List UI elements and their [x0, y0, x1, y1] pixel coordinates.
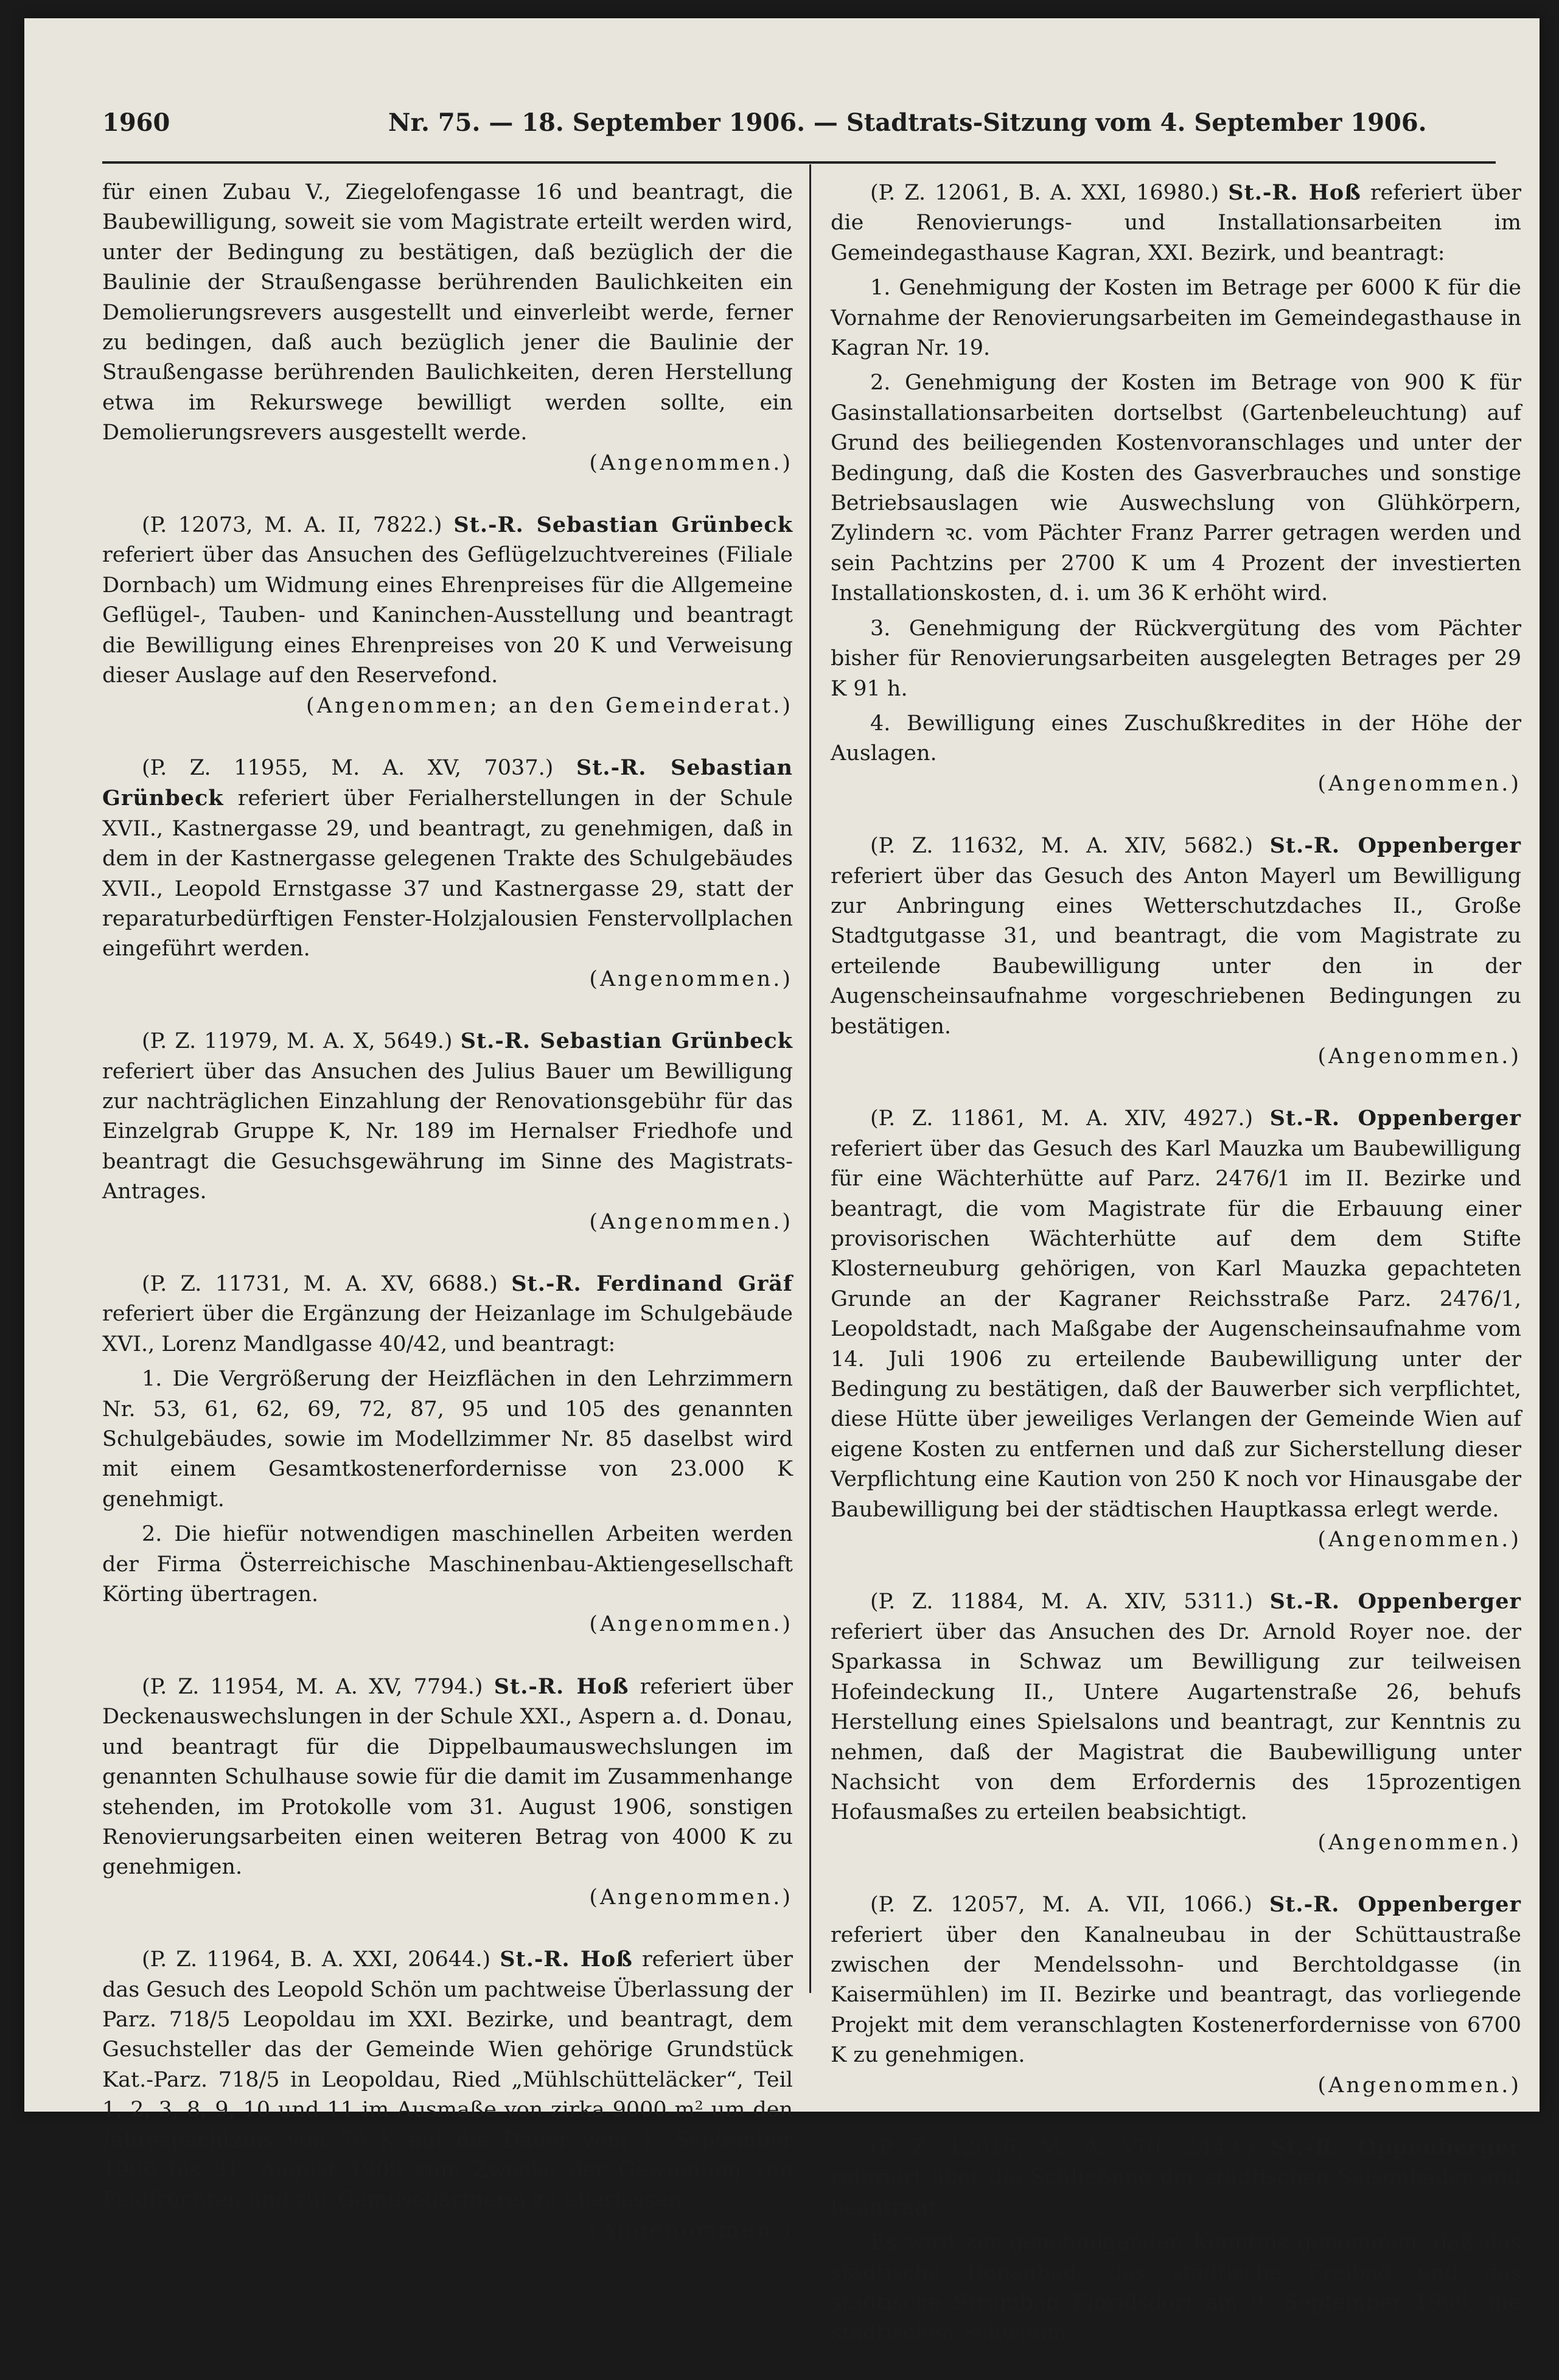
file-reference: (P. Z. 12061, B. A. XXI, 16980.) [870, 181, 1219, 205]
council-entry [102, 178, 793, 478]
page-number: 1960 [102, 108, 170, 137]
entry-paragraph [831, 1103, 1521, 1525]
numbered-item: 1. Genehmigung der Kosten im Betrage per 6000 K für die Vornahme der Renovierungsarbeiten im Gemeindegasthause in Kagran Nr. 19. [831, 276, 1521, 361]
council-entry [102, 1944, 793, 2246]
paragraph-text: referiert über Ferialherstellungen in der Schule XVII., Kastnergasse 29, und beantragt, zu genehmigen, daß in dem in der Kastnergasse gelegenen Trakte des Schulgebäudes XVII., Leopold Ernstgasse 37 und Kastnergasse 29, statt der reparaturbedürftigen Fenster-Holzjalousien Fenstervollplachen eingeführt werden. [102, 786, 793, 961]
council-entry [831, 2132, 1521, 2348]
header-rule [102, 161, 1496, 164]
paragraph-text: referiert über den Kanalneubau in der Schüttaustraße zwischen der Mendelssohn- und Berchtoldgasse (in Kaisermühlen) im II. Bezirke und beantragt, das vorliegende Projekt mit dem veranschlagten Kostenerfordernisse von 6700 K zu genehmigen. [831, 1922, 1521, 2068]
speaker-name: St.-R. Sebastian Grünbeck [453, 512, 793, 538]
entry-paragraph [831, 1586, 1521, 1827]
file-reference: (P. Z. 12016, M. A. VIII, 2443.) [870, 2135, 1255, 2160]
verdict: (Angenommen; an den Gemeinderat.) [306, 693, 793, 718]
entry-paragraph [831, 178, 1521, 268]
numbered-item: 2. Die hiefür notwendigen maschinellen Arbeiten werden der Firma Österreichische Maschinenbau-Aktiengesellschaft Körting übertragen. [102, 1522, 793, 1607]
verdict: (Angenommen.) [1317, 771, 1521, 796]
entry-paragraph [102, 510, 793, 691]
numbered-item: Es wird zur genehmigenden Kenntnis genommen, daß das städtische Donaubad, das städtische Freibad und das städtische Strombad Floridsdorf am 9. September 1906, die städtischen Schwimm- [831, 2230, 1521, 2345]
entry-paragraph [831, 1890, 1521, 2070]
file-reference: (P. Z. 11861, M. A. XIV, 4927.) [870, 1106, 1254, 1131]
paragraph-text: referiert über die Ergänzung der Heizanlage im Schulgebäude XVI., Lorenz Mandlgasse 40/42, und beantragt: [102, 1302, 793, 1356]
council-entry [102, 753, 793, 994]
file-reference: (P. Z. 11954, M. A. XV, 7794.) [142, 1674, 483, 1699]
paragraph-text: referiert über das Gesuch des Anton Mayerl um Bewilligung zur Anbringung eines Wetterschutzdaches II., Große Stadtgutgasse 31, und beantragt, die vom Magistrate zu erteilende Baubewilligung unter den in der Augenscheinsaufnahme vorgeschriebenen Bedingungen zu bestätigen. [831, 864, 1521, 1039]
paragraph-text: referiert über die Schließung der städtischen Saisonbäder und beantragt: [831, 2165, 1521, 2220]
council-entry [831, 178, 1521, 799]
paragraph-text: referiert über das Ansuchen des Julius Bauer um Bewilligung zur nachträglichen Einzahlung der Renovationsgebühr für das Einzelgrab Gruppe K, Nr. 189 im Hernalser Friedhofe und beantragt die Gesuchsgewährung im Sinne des Magistrats-Antrages. [102, 1059, 793, 1204]
verdict: (Angenommen.) [589, 1209, 793, 1234]
page-header [102, 108, 1496, 145]
entry-paragraph [831, 2132, 1521, 2223]
numbered-item: 4. Bewilligung eines Zuschußkredites in der Höhe der Auslagen. [831, 711, 1521, 766]
council-entry [831, 1586, 1521, 1858]
speaker-name: St.-R. Oppenberger [1269, 1106, 1521, 1131]
entry-paragraph [102, 1026, 793, 1207]
numbered-item: 3. Genehmigung der Rückvergütung des vom Pächter bisher für Renovierungsarbeiten ausgelegten Betrages per 29 K 91 h. [831, 616, 1521, 701]
entry-paragraph [102, 1672, 793, 1883]
speaker-name: St.-R. Hoß [500, 1947, 633, 1972]
file-reference: (P. Z. 11955, M. A. XV, 7037.) [142, 755, 554, 780]
entry-paragraph [102, 178, 793, 448]
verdict: (Angenommen.) [1317, 1044, 1521, 1069]
paragraph-text: für einen Zubau V., Ziegelofengasse 16 und beantragt, die Baubewilligung, soweit sie vom Magistrate erteilt werden wird, unter der Bedingung zu bestätigen, daß bezüglich der die Baulinie der Straußengasse berührenden Baulichkeiten ein Demolierungsrevers ausgestellt und einverleibt werde, ferner zu bedingen, daß auch bezüglich jener die Baulinie der Straußengasse berührenden Baulichkeiten, deren Herstellung etwa im Rekurswege bewilligt werden sollte, ein Demolierungsrevers ausgestellt werde. [102, 180, 793, 445]
entry-paragraph [831, 831, 1521, 1042]
newspaper-page [24, 18, 1540, 2345]
verdict: (Angenommen.) [1317, 1830, 1521, 1855]
paragraph-text: referiert über das Gesuch des Leopold Schön um pachtweise Überlassung der Parz. 718/5 Leopoldau im XXI. Bezirke, und beantragt, dem Gesuchsteller das der Gemeinde Wien gehörige Grundstück Kat.-Parz. 718/5 in Leopoldau, Ried „Mühlschütteläcker“, Teil 1, 2, 3, 8, 9, 10 und 11 im Ausmaße von zirka 9000 m² um den Jahrespachtzins von 70 K auf die Dauer vom 1. September 1906 bis 31. August 1909 zum Zwecke der Gewinnung von Feldfrüchten und zur Gemüsegärtnerei zu überlassen. [102, 1947, 793, 2213]
entry-paragraph [102, 1269, 793, 1359]
speaker-name: St.-R. Hoß [1228, 180, 1361, 205]
paragraph-text: referiert über Deckenauswechslungen in der Schule XXI., Aspern a. d. Donau, und beantragt für die Dippelbaumauswechslungen im genannten Schulhause sowie für die damit im Zusammenhange stehenden, im Protokolle vom 31. August 1906, sonstigen Renovierungsarbeiten einen weiteren Betrag von 4000 K zu genehmigen. [102, 1674, 793, 1880]
speaker-name: St.-R. Oppenberger [1269, 1589, 1521, 1614]
verdict: (Angenommen.) [589, 450, 793, 475]
verdict: (Angenommen.) [589, 2218, 793, 2242]
speaker-name: St.-R. Sebastian Grünbeck [460, 1028, 793, 1054]
paragraph-text: referiert über die Renovierungs- und Installationsarbeiten im Gemeindegasthause Kagran, XXI. Bezirk, und beantragt: [831, 181, 1521, 265]
numbered-item: 2. Genehmigung der Kosten im Betrage von 900 K für Gasinstallationsarbeiten dortselbst (Gartenbeleuchtung) auf Grund des beiliegenden Kostenvoranschlages und unter der Bedingung, daß die Kosten des Gasverbrauches und sonstige Betriebsauslagen wie Auswechslung von Glühkörpern, Zylindern ꝛc. vom Pächter Franz Parrer getragen werden und sein Pachtzins per 2700 K um 4 Prozent der investierten Installationskosten, d. i. um 36 K erhöht wird. [831, 371, 1521, 606]
speaker-name: St.-R. Oppenberger [1269, 833, 1521, 859]
verdict: (Angenommen.) [1317, 2073, 1521, 2098]
speaker-name: St.-R. Sebastian Grünbeck [102, 755, 793, 811]
entry-paragraph [102, 1944, 793, 2216]
council-entry [831, 831, 1521, 1072]
paragraph-text: referiert über das Ansuchen des Dr. Arnold Royer noe. der Sparkassa in Schwaz um Bewilligung zur teilweisen Hofeindeckung II., Untere Augartenstraße 26, behufs Herstellung eines Spielsalons und beantragt, zur Kenntnis zu nehmen, daß der Magistrat die Baubewilligung unter Nachsicht von dem Erfordernis des 15prozentigen Hofausmaßes zu erteilen beabsichtigt. [831, 1619, 1521, 1825]
council-entry [102, 1269, 793, 1640]
council-entry [831, 1890, 1521, 2101]
file-reference: (P. Z. 11979, M. A. X, 5649.) [142, 1029, 453, 1054]
file-reference: (P. 12073, M. A. II, 7822.) [142, 513, 442, 538]
paragraph-text: referiert über das Ansuchen des Geflügelzuchtvereines (Filiale Dornbach) um Widmung eines Ehrenpreises für die Allgemeine Geflügel-, Tauben- und Kaninchen-Ausstellung und beantragt die Bewilligung eines Ehrenpreises von 20 K und Verweisung dieser Auslage auf den Reservefond. [102, 543, 793, 688]
column-divider [809, 164, 811, 1993]
numbered-item: 1. Die Vergrößerung der Heizflächen in den Lehrzimmern Nr. 53, 61, 62, 69, 72, 87, 95 und 105 des genannten Schulgebäudes, sowie im Modellzimmer Nr. 85 daselbst wird mit einem Gesamtkostenerfordernisse von 23.000 K genehmigt. [102, 1367, 793, 1512]
entry-paragraph [102, 753, 793, 965]
council-entry [102, 1026, 793, 1237]
council-entry [102, 510, 793, 721]
file-reference: (P. Z. 12057, M. A. VII, 1066.) [870, 1893, 1252, 1918]
speaker-name: St.-R. Oppenberger [1269, 1892, 1521, 1918]
paragraph-text: referiert über das Gesuch des Karl Mauzka um Baubewilligung für eine Wächterhütte auf Parz. 2476/1 im II. Bezirke und beantragt, die vom Magistrate für die Erbauung einer provisorischen Wächterhütte auf dem dem Stifte Klosterneuburg gehörigen, von Karl Mauzka gepachteten Grunde an der Kagraner Reichsstraße Parz. 2476/1, Leopoldstadt, nach Maßgabe der Augenscheinsaufnahme vom 14. Juli 1906 zu erteilende Baubewilligung unter der Bedingung zu bestätigen, daß der Bauwerber sich verpflichtet, diese Hütte über jeweiliges Verlangen der Gemeinde Wien auf eigene Kosten zu entfernen und daß zur Sicherstellung dieser Verpflichtung eine Kaution von 250 K noch vor Hinausgabe der Baubewilligung bei der städtischen Hauptkassa erlegt werde. [831, 1136, 1521, 1522]
file-reference: (P. Z. 11964, B. A. XXI, 20644.) [142, 1947, 491, 1972]
file-reference: (P. Z. 11731, M. A. XV, 6688.) [142, 1272, 498, 1296]
verdict: (Angenommen.) [589, 966, 793, 991]
file-reference: (P. Z. 11632, M. A. XIV, 5682.) [870, 834, 1254, 859]
council-entry [102, 1672, 793, 1913]
speaker-name: St.-R. Oppenberger [1270, 2134, 1521, 2160]
right-column [831, 178, 1521, 2380]
file-reference: (P. Z. 11884, M. A. XIV, 5311.) [870, 1590, 1254, 1614]
verdict: (Angenommen.) [589, 1612, 793, 1637]
speaker-name: St.-R. Ferdinand Gräf [511, 1271, 793, 1296]
left-column [102, 178, 793, 2277]
verdict: (Angenommen.) [1317, 1527, 1521, 1552]
running-title: Nr. 75. — 18. September 1906. — Stadtrats-Sitzung vom 4. September 1906. [388, 108, 1427, 137]
verdict: (Angenommen.) [589, 1885, 793, 1910]
speaker-name: St.-R. Hoß [494, 1673, 629, 1699]
council-entry [831, 1103, 1521, 1555]
